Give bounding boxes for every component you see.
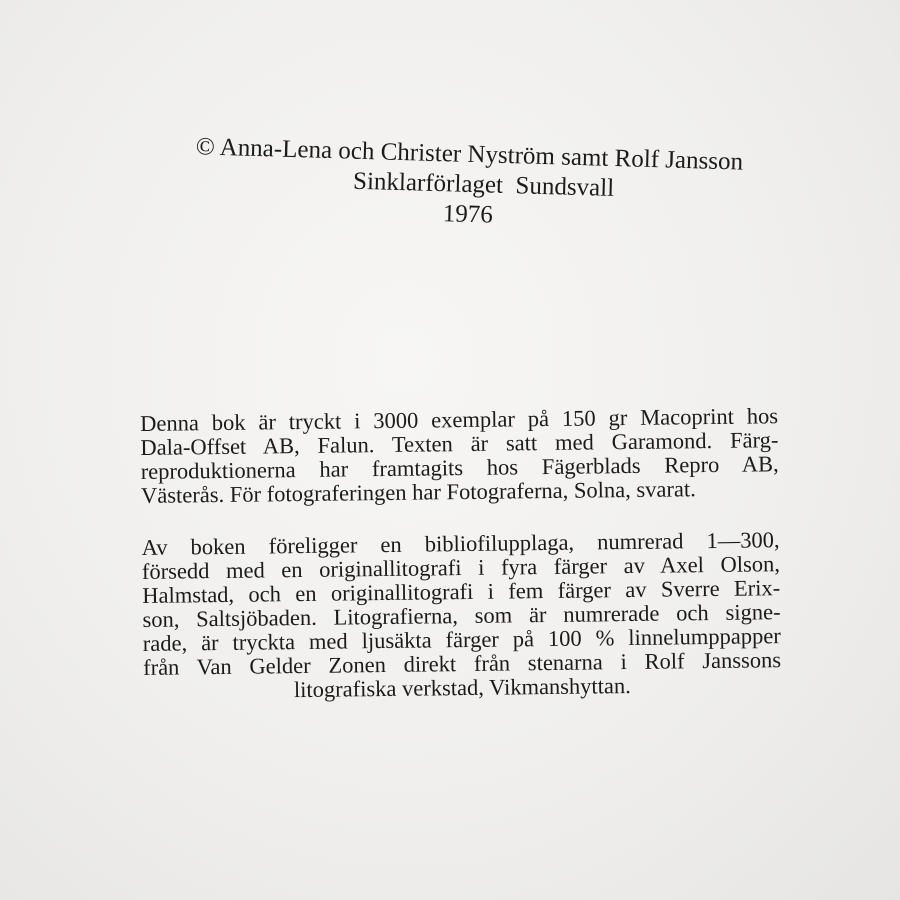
paragraph-line: son, Saltsjöbaden. Litografierna, som är numrerade och signe-	[142, 599, 781, 632]
paragraph-line: försedd med en originallitografi i fyra färger av Axel Olson,	[141, 551, 781, 584]
paragraph-line: reproduktionerna har framtagits hos Fägerblads Repro AB,	[140, 451, 779, 484]
publisher-line: Sinklarförlaget Sundsvall	[352, 167, 615, 202]
bibliophile-edition-paragraph	[142, 528, 782, 704]
publication-year: 1976	[442, 200, 494, 229]
paragraph-line: litografiska verkstad, Vikmanshyttan.	[293, 673, 631, 703]
paragraph-line: Denna bok är tryckt i 3000 exemplar på 150 gr Macoprint hos	[139, 403, 779, 436]
printing-details-paragraph	[140, 404, 779, 508]
imprint-block	[147, 131, 789, 239]
paragraph-line: Av boken föreligger en bibliofilupplaga, numrerad 1—300,	[141, 527, 780, 560]
copyright-line: © Anna-Lena och Christer Nyström samt Rolf Jansson	[195, 133, 744, 176]
paragraph-line: Dala-Offset AB, Falun. Texten är satt med Garamond. Färg-	[140, 427, 779, 460]
paragraph-line: Halmstad, och en originallitografi i fem färger av Sverre Erix-	[142, 575, 781, 608]
colophon-block	[140, 404, 782, 704]
paragraph-line: Västerås. För fotograferingen har Fotograferna, Solna, svarat.	[140, 476, 696, 508]
paragraph-line: från Van Gelder Zonen direkt från stenarna i Rolf Janssons	[142, 647, 782, 680]
paragraph-line: rade, är tryckta med ljusäkta färger på 100 % linnelumppapper	[142, 623, 781, 656]
